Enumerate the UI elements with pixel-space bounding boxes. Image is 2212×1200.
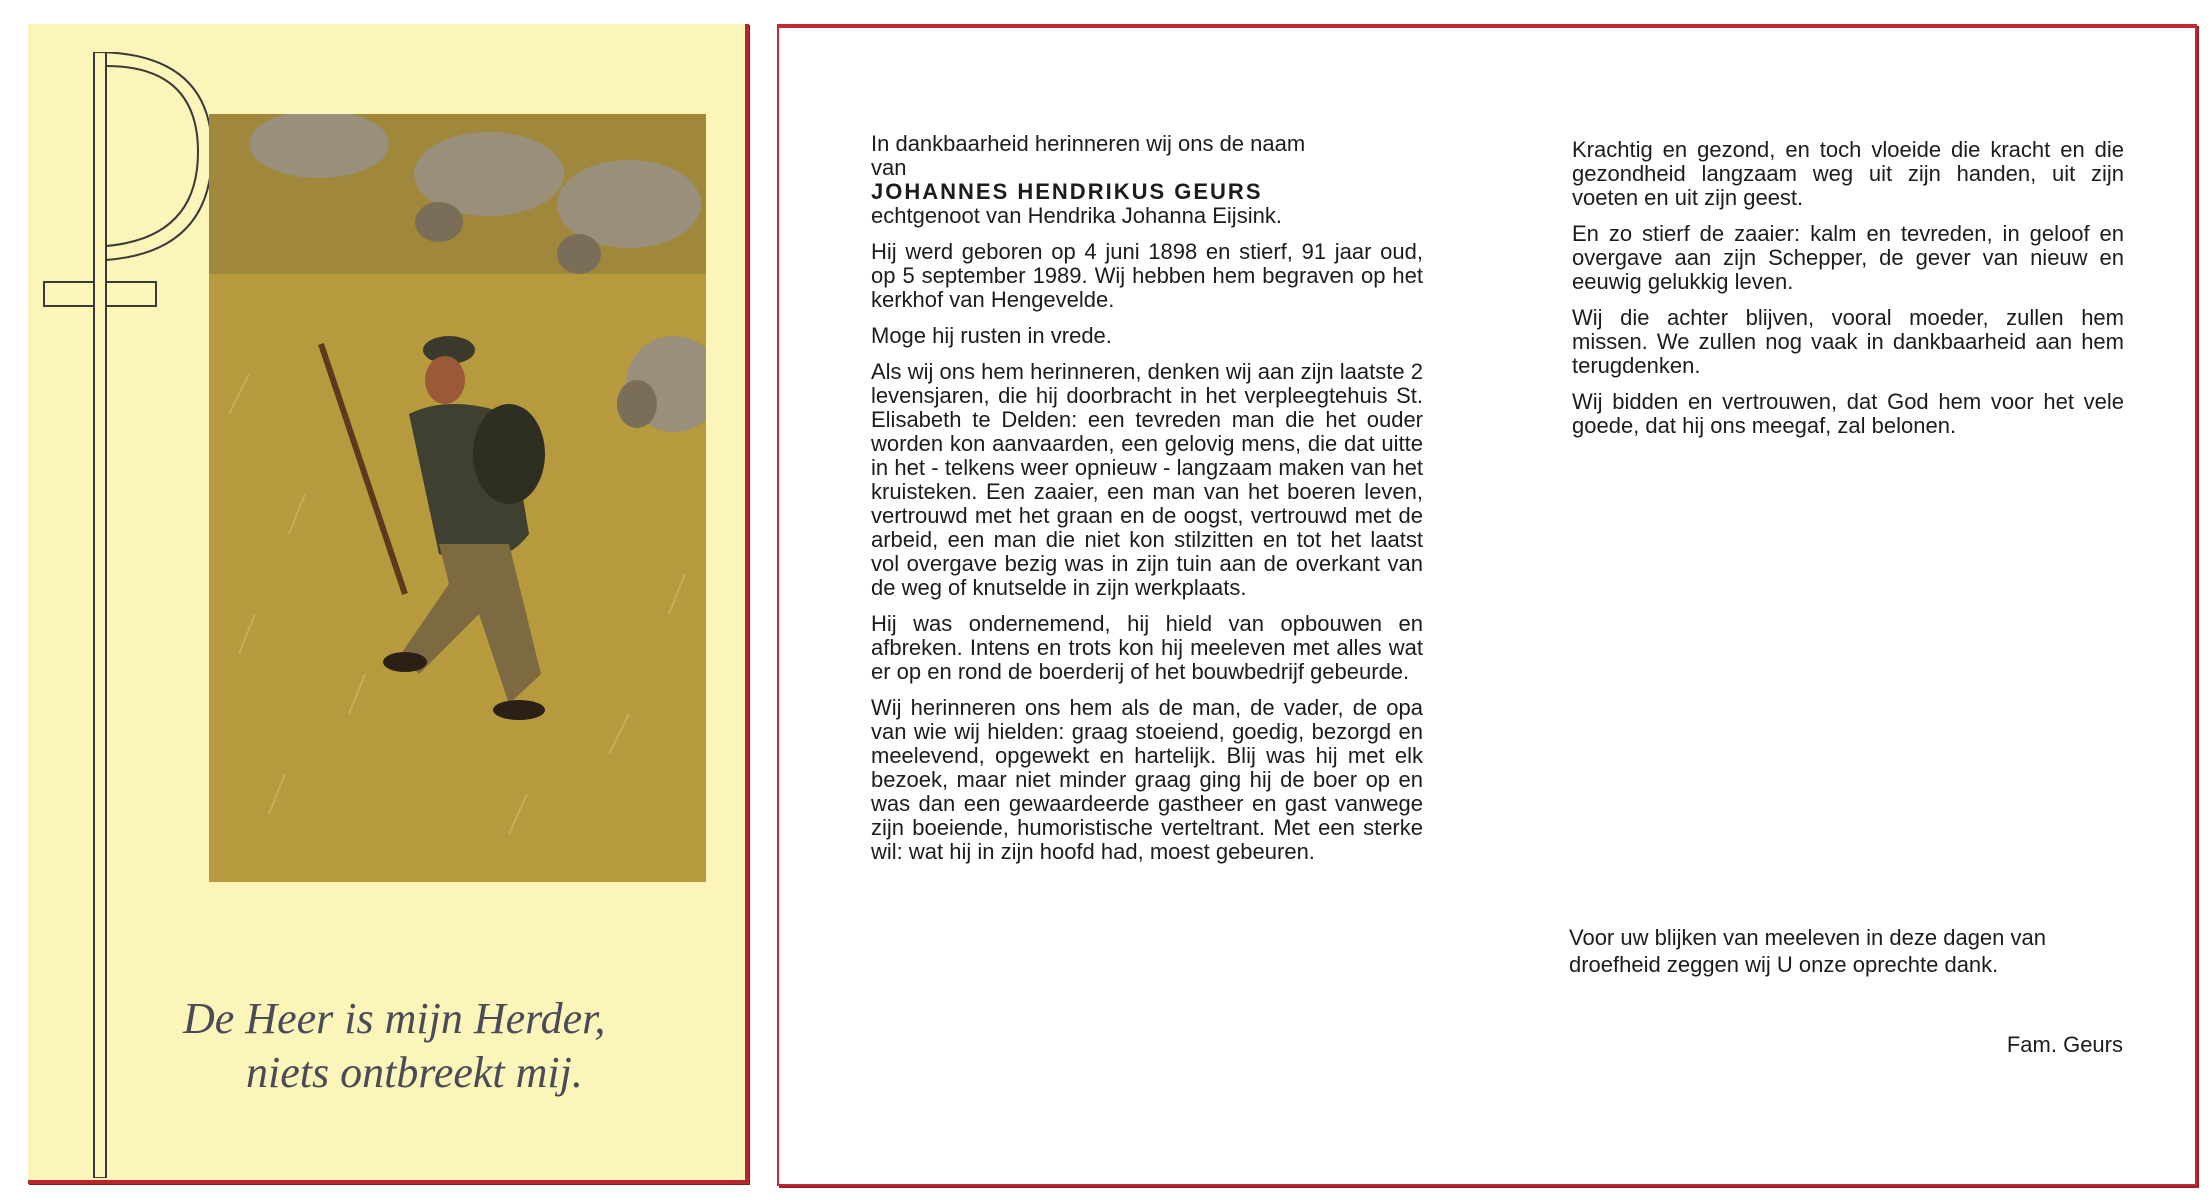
- memory-paragraph-7: Wij bidden en vertrouwen, dat God hem voor het vele goede, dat hij ons meegaf, zal belonen.: [1572, 389, 2124, 438]
- psalm-verse: [183, 992, 743, 1100]
- verse-line-2: niets ontbreekt mij.: [246, 1048, 583, 1097]
- intro-text: In dankbaarheid herinneren wij ons de naam van: [871, 131, 1306, 180]
- birth-death-text: Hij werd geboren op 4 juni 1898 en stierf, 91 jaar oud, op 5 september 1989. Wij hebben hem begraven op het kerkhof van Hengevelde.: [871, 239, 1423, 312]
- left-text-column: [871, 132, 1423, 876]
- memory-paragraph-5: En zo stierf de zaaier: kalm en tevreden, in geloof en overgave aan zijn Schepper, de gever van nieuw en eeuwig gelukkig leven.: [1572, 221, 2124, 294]
- memory-paragraph-2: Hij was ondernemend, hij hield van opbouwen en afbreken. Intens en trots kon hij meeleven met alles wat er op en rond de boerderij of het bouwbedrijf gebeurde.: [871, 611, 1423, 684]
- spouse-text: echtgenoot van Hendrika Johanna Eijsink.: [871, 203, 1282, 228]
- thanks-text: Voor uw blijken van meeleven in deze dagen van droefheid zeggen wij U onze oprechte dank.: [1569, 925, 2046, 977]
- memory-paragraph-3: Wij herinneren ons hem als de man, de vader, de opa van wie wij hielden: graag stoeiend, goedig, bezorgd en meelevend, opgewekt en hartelijk. Blij was hij met elk bezoek, maar niet minder graag ging hij de boer op en was dan een gewaardeerde gastheer en gast vanwege zijn boeiende, humoristische verteltrant. Met een sterke wil: wat hij in zijn hoofd had, moest gebeuren.: [871, 695, 1423, 864]
- memorial-card-inside: [777, 24, 2197, 1186]
- memory-paragraph-1: Als wij ons hem herinneren, denken wij aan zijn laatste 2 levensjaren, die hij doorbracht in het verpleegtehuis St. Elisabeth te Delden: een tevreden man die het ouder worden kon aanvaarden, een gelovig mens, die dat uitte in het - telkens weer opnieuw - langzaam maken van het kruisteken. Een zaaier, een man van het boeren leven, vertrouwd met het graan en de oogst, vertrouwd met de arbeid, een man die niet kon stilzitten en tot het laatst vol overgave bezig was in zijn tuin aan de overkant van de weg of knutselde in zijn werkplaats.: [871, 359, 1423, 600]
- shepherd-with-sheep-photo: [209, 114, 706, 882]
- rest-in-peace-text: Moge hij rusten in vrede.: [871, 323, 1112, 348]
- memory-paragraph-6: Wij die achter blijven, vooral moeder, zullen hem missen. We zullen nog vaak in dankbaarheid aan hem terugdenken.: [1572, 305, 2124, 378]
- family-signature: Fam. Geurs: [2006, 1032, 2123, 1057]
- right-text-column: [1572, 138, 2124, 450]
- deceased-name: JOHANNES HENDRIKUS GEURS: [871, 179, 1263, 204]
- memory-paragraph-4: Krachtig en gezond, en toch vloeide die kracht en die gezondheid langzaam weg uit zijn handen, uit zijn voeten en uit zijn geest.: [1572, 137, 2124, 210]
- verse-line-1: De Heer is mijn Herder,: [183, 994, 606, 1043]
- memorial-card-front: [28, 24, 749, 1184]
